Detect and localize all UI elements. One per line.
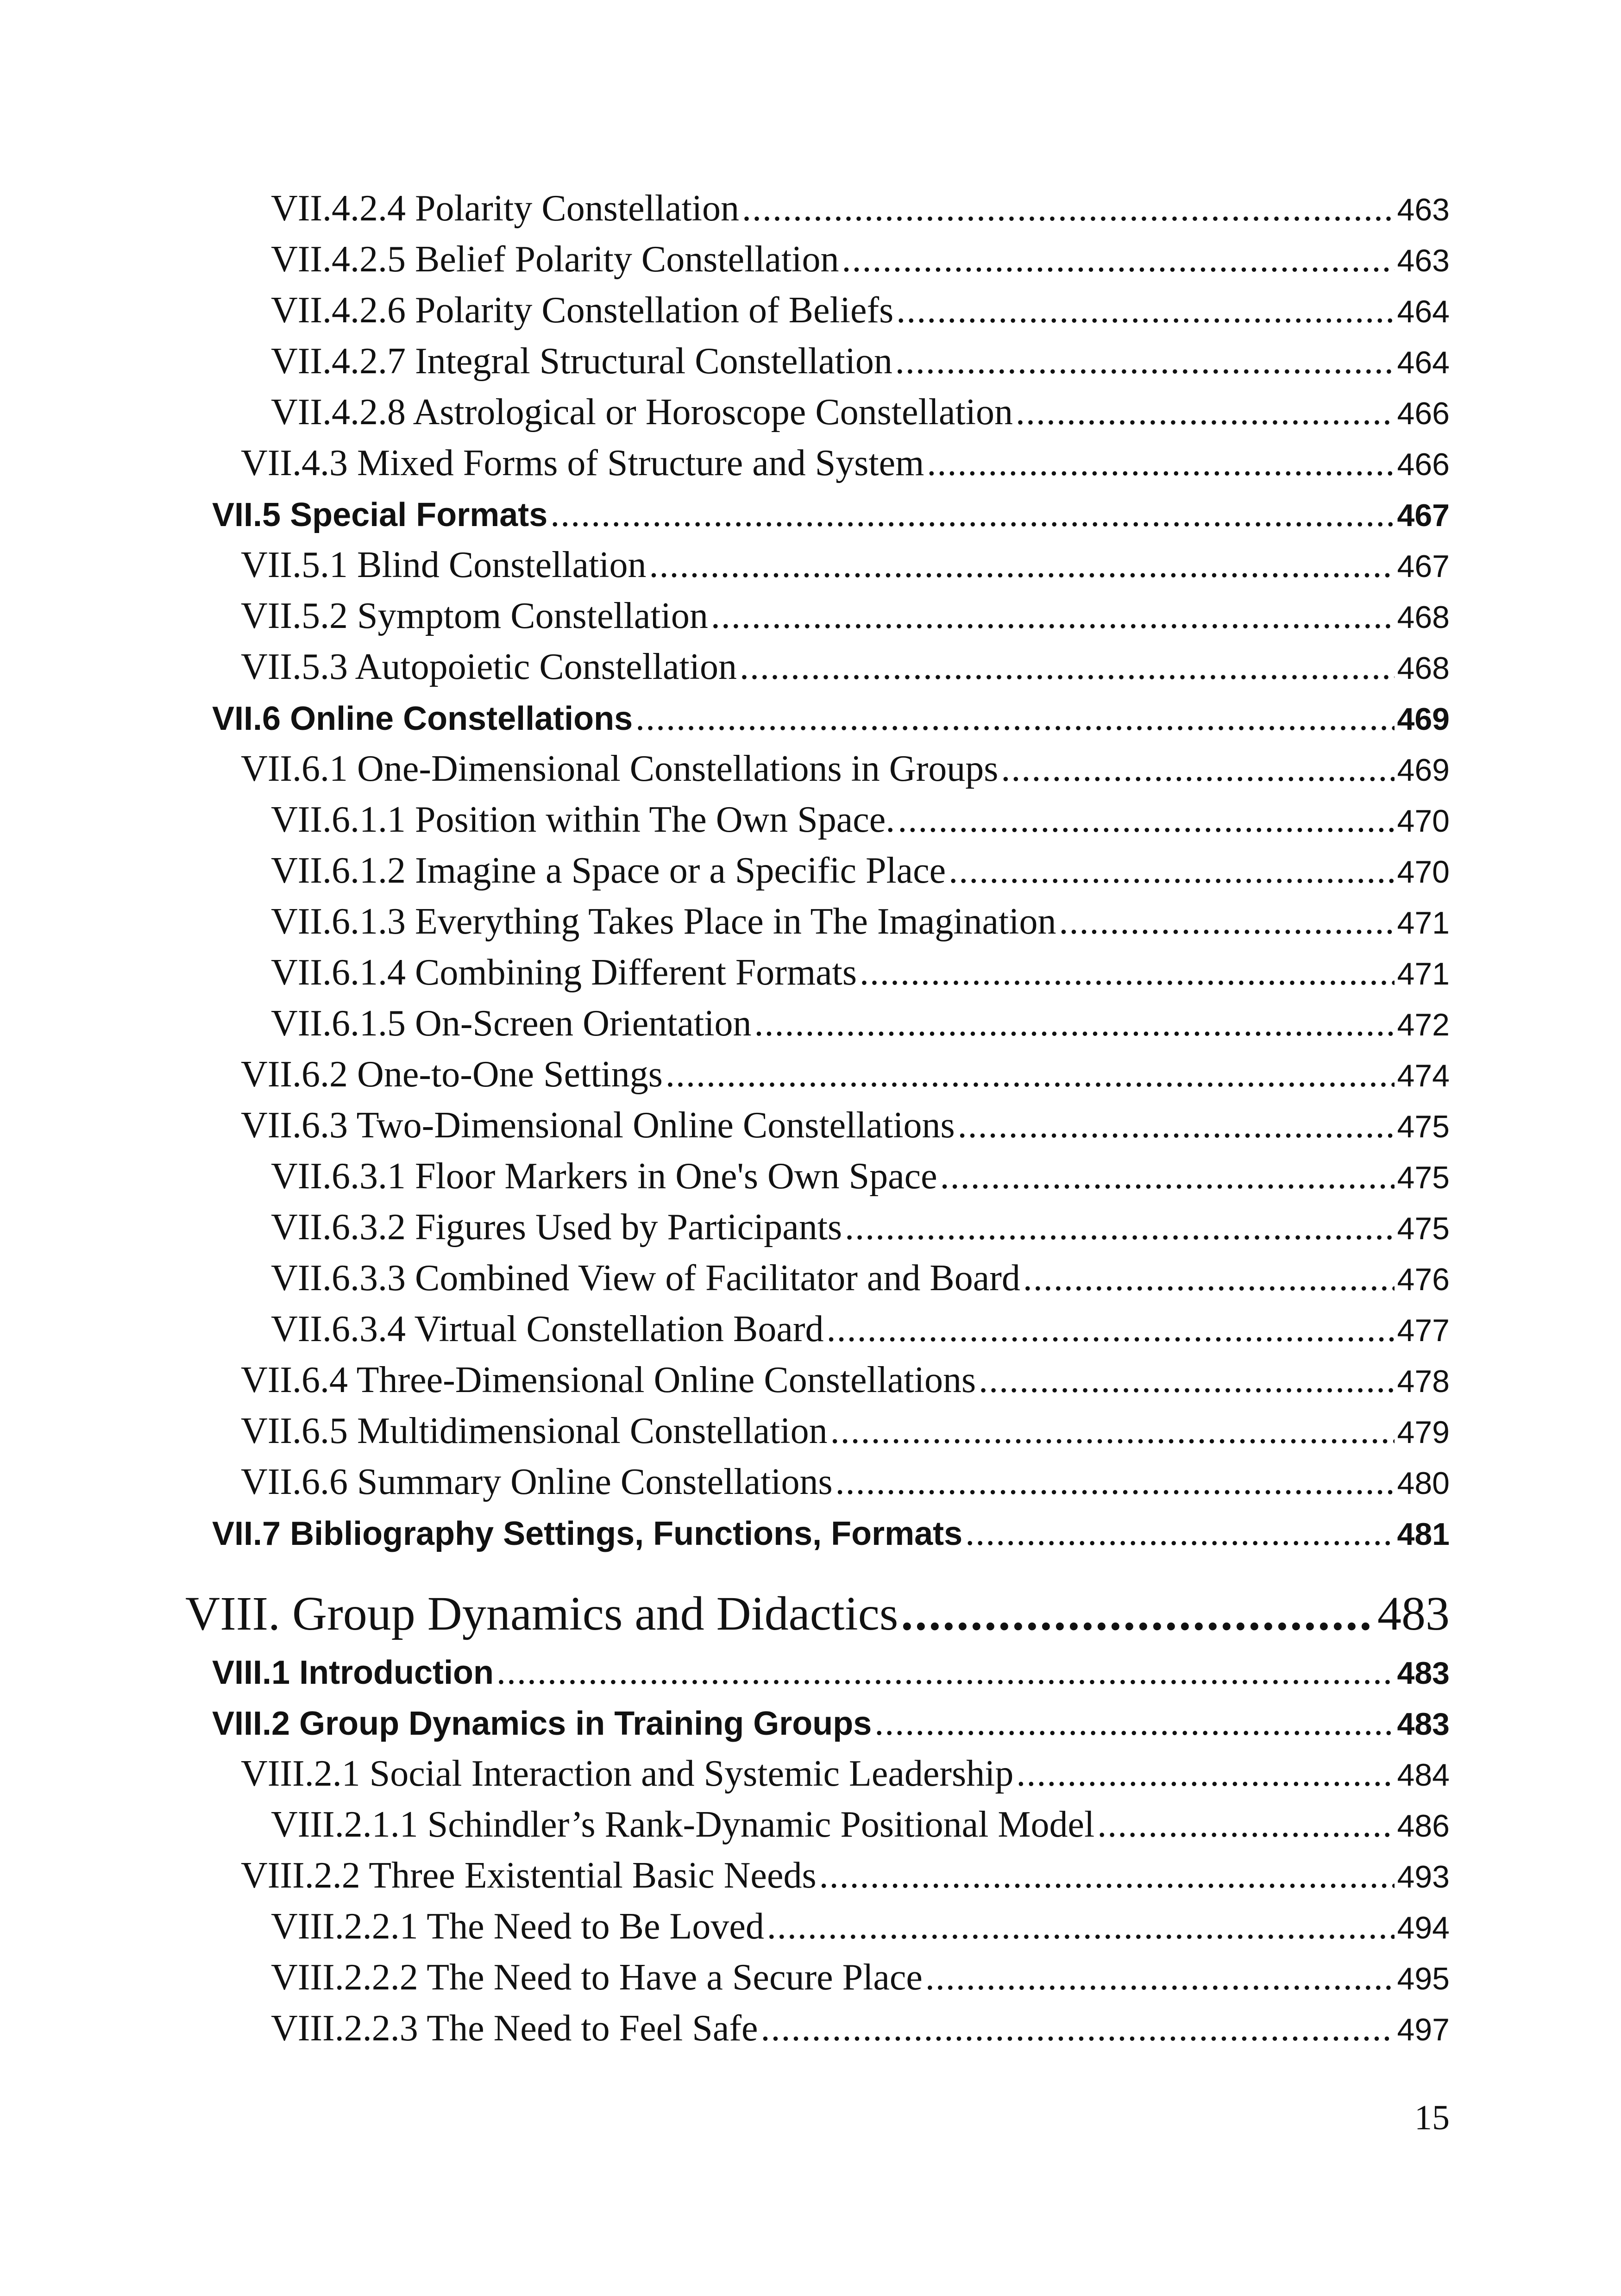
toc-entry-label: VIII.2.2.1 The Need to Be Loved: [271, 1906, 764, 1947]
toc-entry-label: VII.6.1.3 Everything Takes Place in The Imagination: [271, 901, 1056, 942]
toc-entry-page: 466: [1397, 447, 1450, 482]
toc-entry-label: VII.7 Bibliography Settings, Functions, Formats: [212, 1515, 963, 1552]
toc-entry[interactable]: [271, 1952, 1450, 2003]
toc-entry-page: 475: [1397, 1211, 1450, 1246]
toc-entry[interactable]: [241, 1049, 1450, 1100]
toc-entry-label: VIII.1 Introduction: [212, 1654, 494, 1691]
toc-entry-label: VII.6.3.2 Figures Used by Participants: [271, 1207, 842, 1248]
dot-leader: [1001, 743, 1394, 794]
toc-entry-label: VII.5.3 Autopoietic Constellation: [241, 646, 737, 687]
toc-entry-label: VII.6.3.3 Combined View of Facilitator and Board: [271, 1258, 1020, 1299]
toc-entry-label: VII.4.2.6 Polarity Constellation of Beliefs: [271, 290, 894, 331]
dot-leader: [711, 590, 1395, 641]
toc-entry-page: 479: [1397, 1415, 1450, 1450]
toc-entry[interactable]: [271, 794, 1450, 845]
toc-entry-page: 468: [1397, 651, 1450, 686]
dot-leader: [895, 336, 1395, 387]
toc-entry-label: VIII.2.1 Social Interaction and Systemic Leadership: [241, 1753, 1014, 1794]
dot-leader: [925, 1952, 1395, 2003]
toc-entry-page: 484: [1397, 1757, 1450, 1793]
toc-entry-page: 471: [1397, 905, 1450, 941]
toc-entry-page: 474: [1397, 1058, 1450, 1093]
toc-entry-page: 467: [1397, 549, 1450, 584]
dot-leader: [1016, 1748, 1394, 1799]
toc-entry-label: VII.4.3 Mixed Forms of Structure and System: [241, 443, 924, 483]
dot-leader: [927, 438, 1394, 489]
toc-entry-label: VII.6.3 Two-Dimensional Online Constellations: [241, 1105, 955, 1146]
toc-entry-label: VII.6.1.2 Imagine a Space or a Specific Place: [271, 850, 946, 891]
dot-leader: [827, 1304, 1395, 1355]
toc-entry-label: VII.6.4 Three-Dimensional Online Constellations: [241, 1360, 976, 1400]
toc-entry-page: 486: [1397, 1808, 1450, 1844]
toc-section-entry[interactable]: [212, 1646, 1450, 1697]
toc-chapter-page: 483: [1377, 1587, 1450, 1640]
dot-leader: [496, 1646, 1395, 1697]
dot-leader: [836, 1456, 1395, 1507]
toc-section-entry[interactable]: [212, 692, 1450, 743]
toc-entry-label: VIII.2.2.3 The Need to Feel Safe: [271, 2008, 758, 2049]
toc-entry[interactable]: [271, 845, 1450, 896]
toc-section-entry[interactable]: [212, 489, 1450, 539]
toc-entry-page: 469: [1397, 753, 1450, 788]
toc-entry[interactable]: [241, 1405, 1450, 1456]
toc-entry[interactable]: [241, 539, 1450, 590]
dot-leader: [550, 489, 1394, 539]
toc-entry-page: 476: [1397, 1262, 1450, 1297]
toc-entry-page: 469: [1397, 702, 1450, 737]
toc-entry-page: 466: [1397, 396, 1450, 431]
toc-entry-page: 467: [1397, 498, 1450, 533]
toc-entry-label: VIII.2.2 Three Existential Basic Needs: [241, 1855, 817, 1896]
toc-entry-label: VIII.2.1.1 Schindler’s Rank-Dynamic Positional Model: [271, 1804, 1095, 1845]
toc-entry-page: 480: [1397, 1466, 1450, 1501]
toc-entry-page: 475: [1397, 1160, 1450, 1195]
toc-chapter-label: VIII. Group Dynamics and Didactics: [185, 1587, 898, 1640]
toc-entry-label: VII.6.5 Multidimensional Constellation: [241, 1411, 828, 1451]
toc-entry[interactable]: [271, 234, 1450, 285]
toc-entry[interactable]: [271, 183, 1450, 234]
toc-entry-label: VII.6.1.4 Combining Different Formats: [271, 952, 857, 993]
toc-entry-page: 481: [1397, 1517, 1450, 1552]
toc-entry-page: 483: [1397, 1656, 1450, 1691]
toc-entry[interactable]: [241, 1850, 1450, 1901]
dot-leader: [767, 1901, 1395, 1952]
toc-entry-page: 494: [1397, 1910, 1450, 1945]
toc-entry-page: 464: [1397, 345, 1450, 380]
dot-leader: [635, 692, 1394, 743]
dot-leader: [754, 998, 1394, 1049]
toc-entry-label: VII.6.3.1 Floor Markers in One's Own Space: [271, 1156, 937, 1197]
toc-entry-label: VII.6.1.5 On-Screen Orientation: [271, 1003, 752, 1044]
dot-leader: [901, 1581, 1375, 1646]
toc-entry[interactable]: [271, 387, 1450, 438]
dot-leader: [842, 234, 1394, 285]
toc-entry[interactable]: [271, 336, 1450, 387]
toc-entry-page: 483: [1397, 1706, 1450, 1742]
toc-entry[interactable]: [271, 1304, 1450, 1355]
dot-leader: [940, 1151, 1395, 1202]
toc-entry-label: VII.6.6 Summary Online Constellations: [241, 1462, 833, 1502]
toc-entry-label: VII.6.1 One-Dimensional Constellations in Groups: [241, 748, 999, 789]
toc-entry[interactable]: [271, 1253, 1450, 1304]
toc-entry[interactable]: [241, 1100, 1450, 1151]
dot-leader: [860, 947, 1394, 998]
toc-section-entry[interactable]: [212, 1697, 1450, 1748]
dot-leader: [1059, 896, 1394, 947]
toc-entry-label: VII.5 Special Formats: [212, 496, 548, 533]
toc-entry-label: VII.4.2.8 Astrological or Horoscope Constellation: [271, 392, 1013, 433]
dot-leader: [819, 1850, 1395, 1901]
toc-entry-page: 470: [1397, 803, 1450, 839]
toc-entry[interactable]: [271, 947, 1450, 998]
dot-leader: [965, 1507, 1394, 1558]
toc-entry[interactable]: [271, 1151, 1450, 1202]
toc-entry-page: 471: [1397, 956, 1450, 991]
dot-leader: [874, 1697, 1394, 1748]
toc-entry-page: 477: [1397, 1313, 1450, 1348]
dot-leader: [649, 539, 1395, 590]
dot-leader: [740, 641, 1395, 692]
toc-entry-page: 464: [1397, 294, 1450, 329]
toc-entry-page: 478: [1397, 1364, 1450, 1399]
page-number: 15: [1414, 2098, 1450, 2137]
toc-entry-page: 493: [1397, 1859, 1450, 1895]
dot-leader: [979, 1355, 1394, 1405]
toc-entry-label: VII.4.2.5 Belief Polarity Constellation: [271, 239, 839, 280]
toc-entry-label: VII.6.1.1 Position within The Own Space.: [271, 799, 895, 840]
dot-leader: [896, 285, 1394, 336]
toc-entry[interactable]: [271, 285, 1450, 336]
toc-entry-label: VII.6.2 One-to-One Settings: [241, 1054, 663, 1095]
toc-chapter-entry[interactable]: [185, 1581, 1450, 1646]
toc-entry[interactable]: [271, 998, 1450, 1049]
toc-entry-label: VII.5.2 Symptom Constellation: [241, 596, 708, 636]
dot-leader: [761, 2003, 1395, 2054]
toc-entry-page: 472: [1397, 1007, 1450, 1042]
toc-entry[interactable]: [241, 1355, 1450, 1405]
dot-leader: [1097, 1799, 1394, 1850]
dot-leader: [845, 1202, 1394, 1253]
dot-leader: [958, 1100, 1395, 1151]
toc-entry-label: VIII.2.2.2 The Need to Have a Secure Place: [271, 1957, 923, 1998]
toc-entry-page: 468: [1397, 600, 1450, 635]
toc-entry[interactable]: [271, 1799, 1450, 1850]
toc-entry-label: VII.5.1 Blind Constellation: [241, 545, 647, 585]
toc-section-entry[interactable]: [212, 1507, 1450, 1558]
toc-entry-label: VII.4.2.7 Integral Structural Constellation: [271, 341, 892, 382]
toc-entry-page: 495: [1397, 1961, 1450, 1996]
dot-leader: [742, 183, 1395, 234]
dot-leader: [666, 1049, 1395, 1100]
toc-entry[interactable]: [271, 896, 1450, 947]
toc-entry-page: 475: [1397, 1109, 1450, 1144]
toc-entry-page: 463: [1397, 243, 1450, 278]
toc-entry[interactable]: [271, 1901, 1450, 1952]
toc-entry[interactable]: [241, 641, 1450, 692]
dot-leader: [1016, 387, 1395, 438]
dot-leader: [898, 794, 1394, 845]
toc-entry-label: VIII.2 Group Dynamics in Training Groups: [212, 1705, 872, 1742]
dot-leader: [830, 1405, 1395, 1456]
toc-entry-label: VII.4.2.4 Polarity Constellation: [271, 188, 740, 229]
toc-entry[interactable]: [241, 743, 1450, 794]
toc-entry-label: VII.6.3.4 Virtual Constellation Board: [271, 1309, 824, 1349]
toc-entry[interactable]: [241, 1748, 1450, 1799]
toc-entry-page: 470: [1397, 854, 1450, 890]
toc-entry-page: 463: [1397, 192, 1450, 227]
toc-entry-label: VII.6 Online Constellations: [212, 700, 633, 737]
toc-entry[interactable]: [241, 590, 1450, 641]
toc-entry[interactable]: [271, 2003, 1450, 2054]
toc-entry[interactable]: [241, 438, 1450, 489]
toc-entry[interactable]: [241, 1456, 1450, 1507]
dot-leader: [949, 845, 1394, 896]
toc-entry[interactable]: [271, 1202, 1450, 1253]
toc-entry-page: 497: [1397, 2012, 1450, 2047]
dot-leader: [1023, 1253, 1395, 1304]
